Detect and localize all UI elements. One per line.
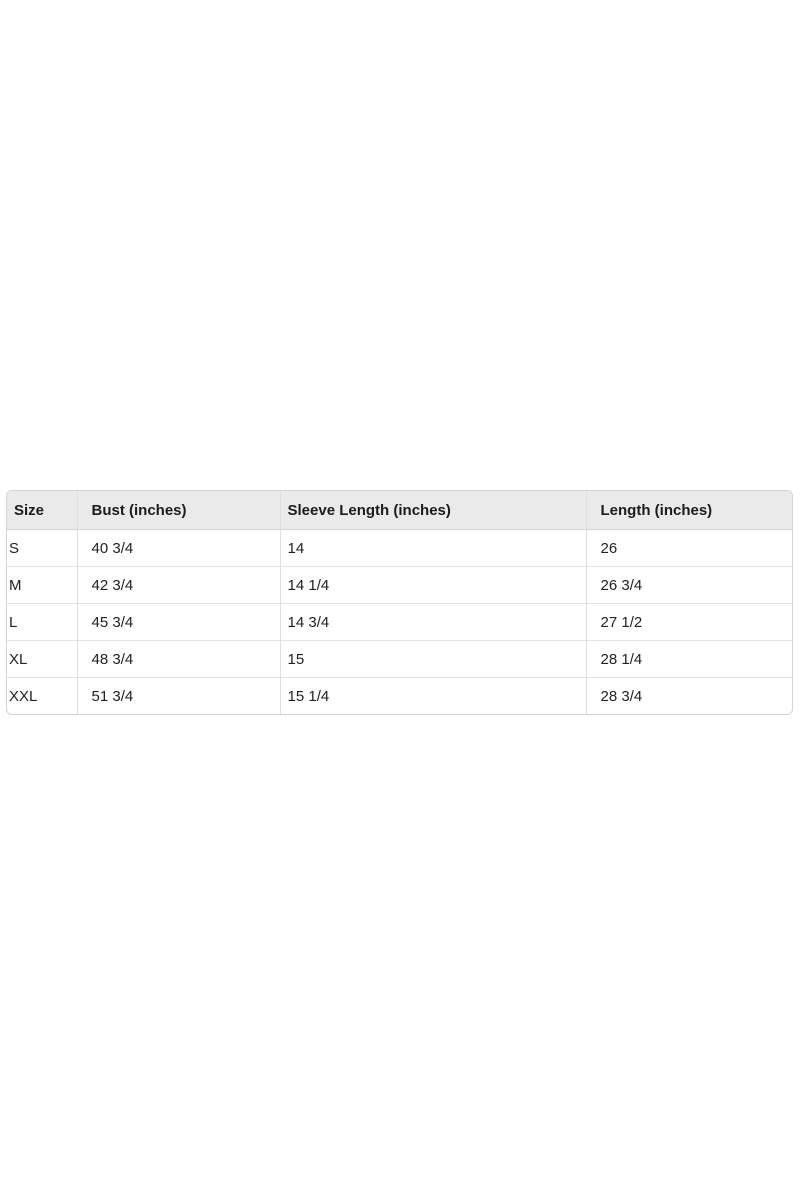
cell-sleeve: 15 1/4	[280, 678, 586, 715]
cell-length: 27 1/2	[586, 604, 792, 641]
table-row	[7, 567, 792, 604]
column-header-sleeve: Sleeve Length (inches)	[280, 491, 586, 530]
column-header-length: Length (inches)	[586, 491, 792, 530]
size-chart	[6, 490, 793, 715]
cell-bust: 45 3/4	[77, 604, 280, 641]
table-row	[7, 530, 792, 567]
header-row	[7, 491, 792, 530]
cell-size: M	[7, 567, 77, 604]
cell-length: 26	[586, 530, 792, 567]
cell-size: S	[9, 539, 20, 557]
table-row	[7, 678, 792, 715]
cell-length: 26 3/4	[586, 567, 792, 604]
cell-sleeve: 14 1/4	[280, 567, 586, 604]
cell-size: XXL	[7, 678, 77, 715]
cell-size: XL	[7, 641, 77, 678]
table-row	[7, 641, 792, 678]
cell-length: 28 3/4	[586, 678, 792, 715]
table-row	[7, 604, 792, 641]
cell-bust: 51 3/4	[77, 678, 280, 715]
size-chart-table	[7, 491, 792, 714]
cell-bust: 40 3/4	[77, 530, 280, 567]
column-header-bust: Bust (inches)	[77, 491, 280, 530]
column-header-size: Size	[7, 491, 77, 530]
cell-sleeve: 15	[280, 641, 586, 678]
cell-length: 28 1/4	[586, 641, 792, 678]
cell-size: L	[7, 604, 77, 641]
cell-bust: 42 3/4	[77, 567, 280, 604]
cell-bust: 48 3/4	[77, 641, 280, 678]
cell-sleeve: 14	[280, 530, 586, 567]
cell-sleeve: 14 3/4	[280, 604, 586, 641]
